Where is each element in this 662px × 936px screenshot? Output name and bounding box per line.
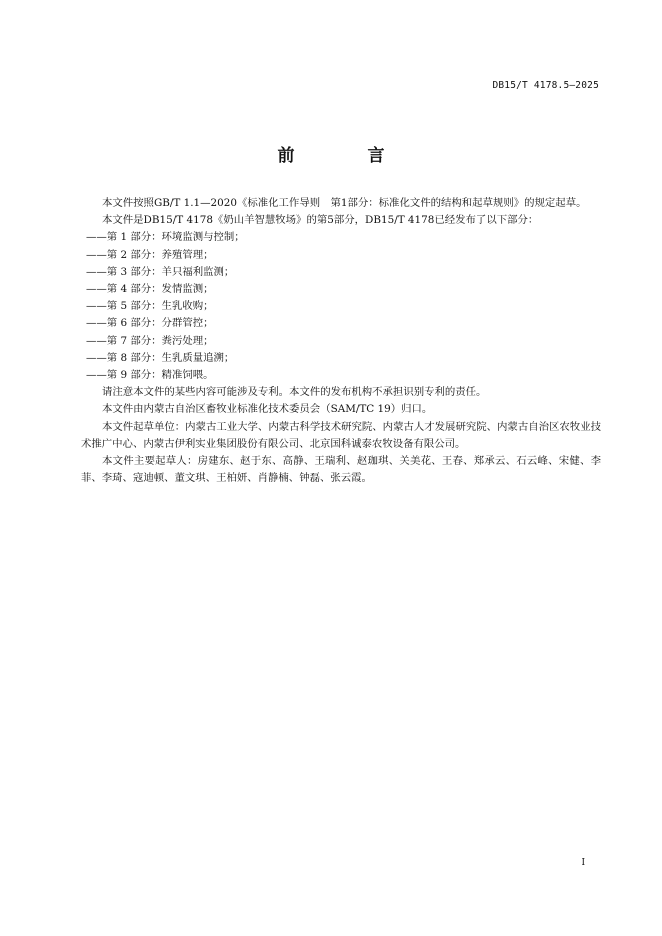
paragraph-drafters: 本文件主要起草人：房建东、赵于东、高静、王瑞利、赵珈琪、关美花、王春、郑承云、石云峰、宋健、李菲、李琦、寇迪顿、董文琪、王柏妍、肖静楠、钟磊、张云霞。 (81, 455, 601, 485)
page-title: 前 言 (277, 146, 413, 166)
list-item-part-4: ——第 4 部分：发情监测； (86, 283, 214, 296)
list-item-part-7: ——第 7 部分：粪污处理； (86, 334, 214, 347)
document-number: DB15/T 4178.5—2025 (492, 80, 599, 91)
list-item-part-2: ——第 2 部分：养殖管理； (86, 248, 214, 261)
paragraph-drafting-units: 本文件起草单位：内蒙古工业大学、内蒙古科学技术研究院、内蒙古人才发展研究院、内蒙古自治区农牧业技术推广中心、内蒙古伊利实业集团股份有限公司、北京国科诚泰农牧设备有限公司。 (81, 420, 601, 450)
list-item-part-9: ——第 9 部分：精准饲喂。 (86, 369, 214, 382)
list-item-part-1: ——第 1 部分：环境监测与控制； (86, 231, 245, 244)
list-item-part-5: ——第 5 部分：生乳收购； (86, 300, 214, 313)
paragraph-committee: 本文件由内蒙古自治区畜牧业标准化技术委员会（SAM/TC 19）归口。 (102, 403, 433, 416)
list-item-part-6: ——第 6 部分：分群管控； (86, 317, 214, 330)
paragraph-patent-notice: 请注意本文件的某些内容可能涉及专利。本文件的发布机构不承担识别专利的责任。 (102, 386, 487, 399)
list-item-part-8: ——第 8 部分：生乳质量追溯； (86, 351, 235, 364)
paragraph-series-intro: 本文件是DB15/T 4178《奶山羊智慧牧场》的第5部分，DB15/T 4178已经发布了以下部分： (102, 214, 539, 227)
page-number: I (581, 858, 585, 868)
paragraph-drafting-rules: 本文件按照GB/T 1.1—2020《标准化工作导则 第1部分：标准化文件的结构和起草规则》的规定起草。 (102, 197, 587, 209)
document-body (81, 195, 601, 487)
list-item-part-3: ——第 3 部分：羊只福利监测； (86, 265, 235, 278)
